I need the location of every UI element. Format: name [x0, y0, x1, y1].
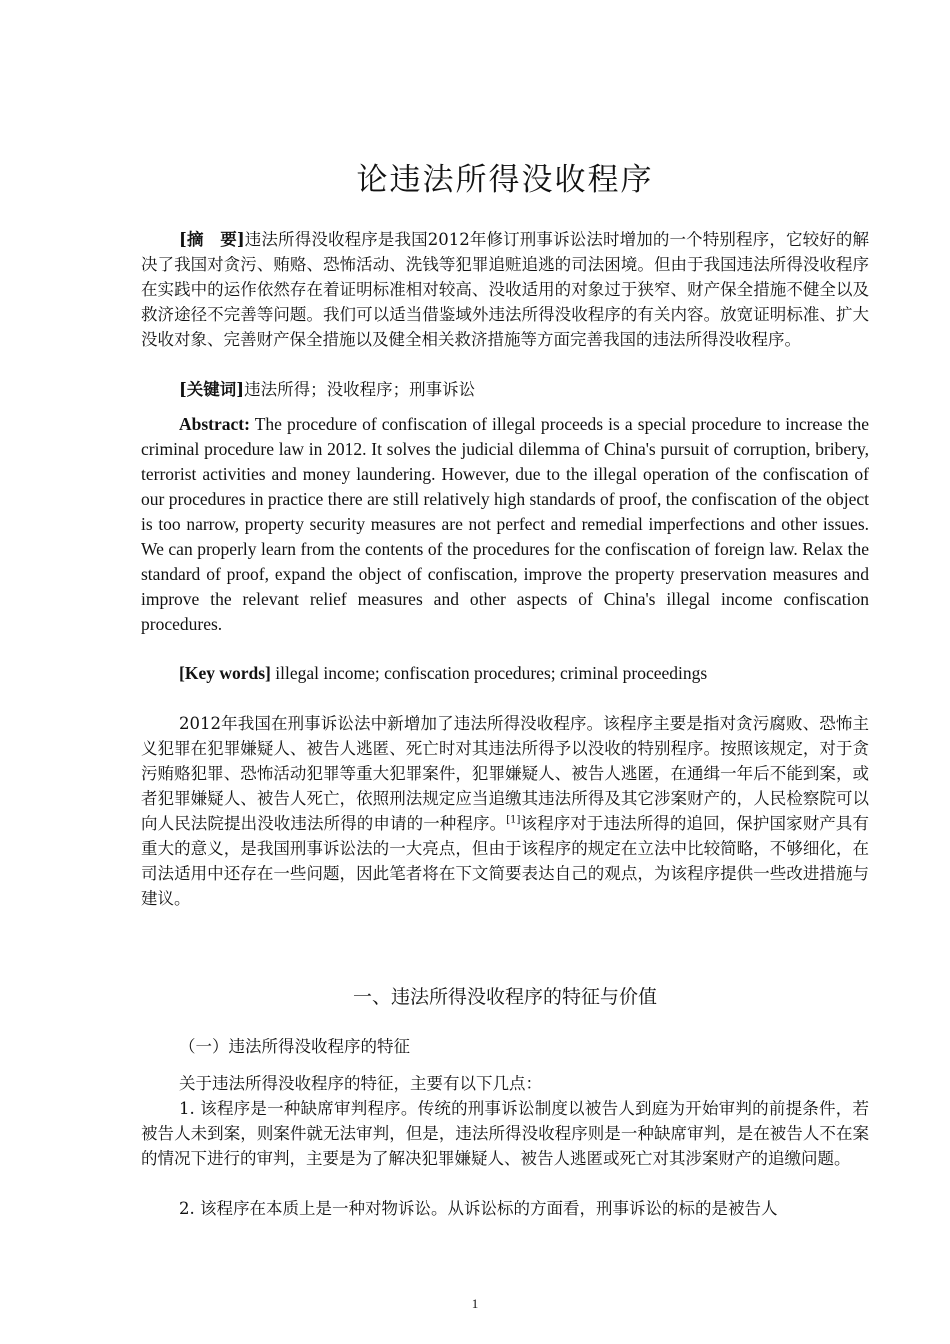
intro-paragraph	[141, 711, 869, 911]
paper-title: 论违法所得没收程序	[356, 162, 654, 198]
subsection-heading: （一）违法所得没收程序的特征	[179, 1037, 410, 1056]
intro-text-before: 2012年我国在刑事诉讼法中新增加了违法所得没收程序。该程序主要是指对贪污腐败、恐怖主义犯罪在犯罪嫌疑人、被告人逃匿、死亡时对其违法所得予以没收的特别程序。按照该规定，对于贪污贿赂犯罪、恐怖活动犯罪等重大犯罪案件，犯罪嫌疑人、被告人逃匿，在通缉一年后不能到案，或者犯罪嫌疑人、被告人死亡，依照刑法规定应当追缴其违法所得及其它涉案财产的，人民检察院可以向人民法院提出没收违法所得的申请的一种程序。	[141, 714, 869, 833]
keywords-en-text: illegal income; confiscation procedures; criminal proceedings	[270, 663, 708, 683]
abstract-cn-text: 违法所得没收程序是我国2012年修订刑事诉讼法时增加的一个特别程序，它较好的解决了我国对贪污、贿赂、恐怖活动、洗钱等犯罪追赃追逃的司法困境。但由于我国违法所得没收程序在实践中的运作依然存在着证明标准相对较高、没收适用的对象过于狭窄、财产保全措施不健全以及救济途径不完善等问题。我们可以适当借鉴域外违法所得没收程序的有关内容。放宽证明标准、扩大没收对象、完善财产保全措施以及健全相关救济措施等方面完善我国的违法所得没收程序。	[141, 230, 869, 349]
intro-text-after: 该程序对于违法所得的追回，保护国家财产具有重大的意义，是我国刑事诉讼法的一大亮点，但由于该程序的规定在立法中比较简略，不够细化，在司法适用中还存在一些问题，因此笔者将在下文简要表达自己的观点，为该程序提供一些改进措施与建议。	[141, 814, 870, 908]
abstract-en	[141, 412, 869, 637]
keywords-en-label: [Key words]	[179, 663, 271, 683]
keywords-cn-text: 违法所得；没收程序；刑事诉讼	[244, 380, 476, 399]
keywords-cn	[141, 377, 869, 402]
abstract-cn	[141, 227, 869, 352]
abstract-en-text: The procedure of confiscation of illegal proceeds is a special procedure to increase the criminal procedure law in 2012. It solves the judicial dilemma of China's pursuit of corruption, bribery, terrorist activities and money laundering. However, due to the illegal operation of the confiscation of our procedures in practice there are still relatively high standards of proof, the confiscation of the object is too narrow, property security measures are not perfect and remedial imperfections and other issues. We can properly learn from the contents of the procedures for the confiscation of foreign law. Relax the standard of proof, expand the object of confiscation, improve the property preservation measures and improve the relevant relief measures and other aspects of China's illegal income confiscation procedures.	[141, 414, 869, 634]
keywords-cn-label: [关键词]	[179, 380, 245, 399]
keywords-en	[141, 661, 869, 686]
page-number: 1	[471, 1296, 479, 1311]
section-lead: 关于违法所得没收程序的特征，主要有以下几点：	[179, 1074, 542, 1093]
abstract-en-label: Abstract:	[179, 414, 250, 434]
list-item-2: 2. 该程序在本质上是一种对物诉讼。从诉讼标的方面看，刑事诉讼的标的是被告人	[179, 1199, 778, 1218]
citation-marker[interactable]: [1]	[506, 814, 521, 826]
section-heading: 一、违法所得没收程序的特征与价值	[352, 986, 657, 1008]
list-item-1: 1. 该程序是一种缺席审判程序。传统的刑事诉讼制度以被告人到庭为开始审判的前提条件，若被告人未到案，则案件就无法审判，但是，违法所得没收程序则是一种缺席审判，是在被告人不在案的情况下进行的审判，主要是为了解决犯罪嫌疑人、被告人逃匿或死亡对其涉案财产的追缴问题。	[141, 1099, 869, 1168]
abstract-cn-label: [摘 要]	[179, 230, 245, 249]
